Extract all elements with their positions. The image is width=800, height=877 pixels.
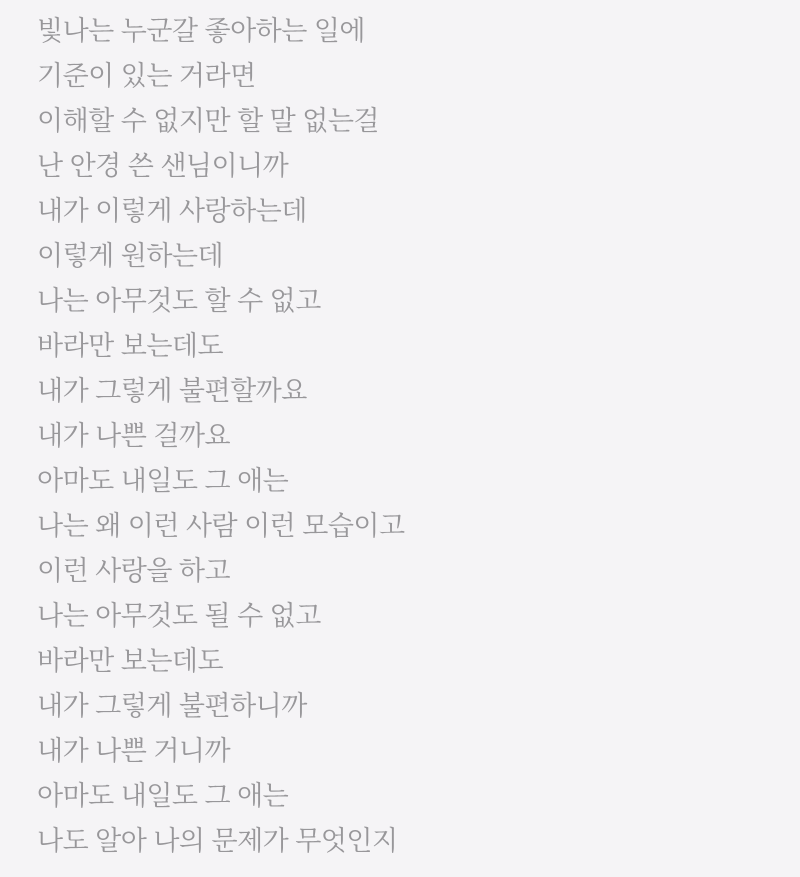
lyrics-line: 아마도 내일도 그 애는 [37, 781, 289, 811]
lyrics-line: 나는 아무것도 될 수 없고 [37, 601, 321, 631]
lyrics-line: 내가 나쁜 걸까요 [37, 421, 231, 451]
lyrics-line: 나는 왜 이런 사람 이런 모습이고 [37, 511, 405, 541]
lyrics-line: 내가 이렇게 사랑하는데 [37, 196, 307, 226]
lyrics-line: 난 안경 쓴 샌님이니까 [37, 151, 289, 181]
lyrics-line: 나도 알아 나의 문제가 무엇인지 [37, 826, 398, 856]
lyrics-line: 바라만 보는데도 [37, 646, 224, 676]
lyrics-line: 이해할 수 없지만 할 말 없는걸 [37, 106, 379, 136]
lyrics-line: 내가 나쁜 거니까 [37, 736, 231, 766]
lyrics-line: 이렇게 원하는데 [37, 241, 224, 271]
lyrics-line: 내가 그렇게 불편하니까 [37, 691, 307, 721]
lyrics-line: 내가 그렇게 불편할까요 [37, 376, 307, 406]
lyrics-line: 이런 사랑을 하고 [37, 556, 231, 586]
lyrics-line: 바라만 보는데도 [37, 331, 224, 361]
lyrics-line: 나는 아무것도 할 수 없고 [37, 286, 321, 316]
lyrics-line: 아마도 내일도 그 애는 [37, 466, 289, 496]
lyrics-line: 기준이 있는 거라면 [37, 61, 256, 91]
lyrics-line: 빛나는 누군갈 좋아하는 일에 [37, 16, 365, 46]
